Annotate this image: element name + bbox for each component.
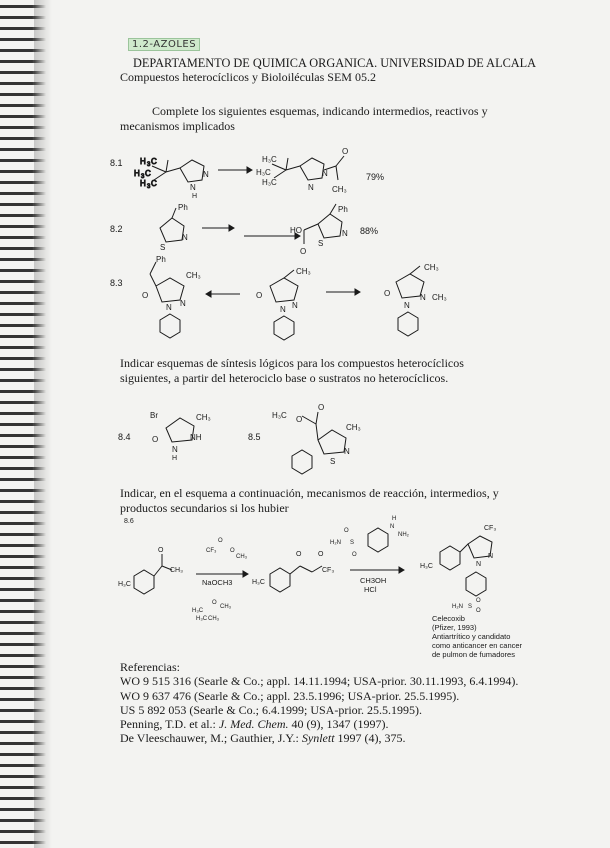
reference-5-rest: 1997 (4), 375. bbox=[337, 731, 406, 745]
svg-text:H₃C: H₃C bbox=[252, 579, 265, 586]
svg-text:H₃C: H₃C bbox=[262, 178, 277, 187]
svg-text:CH₃: CH₃ bbox=[208, 616, 220, 622]
svg-text:O: O bbox=[218, 538, 223, 544]
reference-4 bbox=[120, 717, 389, 732]
svg-text:CH₃: CH₃ bbox=[186, 271, 201, 280]
svg-text:O: O bbox=[152, 435, 159, 444]
department-heading: DEPARTAMENTO DE QUIMICA ORGANICA. UNIVERSIDAD DE ALCALA bbox=[133, 56, 537, 70]
svg-text:HO: HO bbox=[290, 226, 302, 235]
svg-text:N: N bbox=[344, 447, 350, 456]
svg-text:N: N bbox=[476, 561, 482, 568]
svg-text:O: O bbox=[296, 415, 303, 424]
svg-text:CH₃: CH₃ bbox=[170, 567, 183, 574]
svg-text:N: N bbox=[390, 524, 395, 530]
label-8-6: 8.6 bbox=[124, 518, 134, 525]
svg-text:N: N bbox=[342, 229, 348, 238]
instructions-3: Indicar, en el esquema a continuación, mecanismos de reacción, intermedios, y productos secundarios si los hubier bbox=[120, 486, 499, 515]
svg-text:CH₃: CH₃ bbox=[424, 263, 439, 272]
svg-text:H: H bbox=[392, 516, 397, 522]
celecoxib-desc-1: Antiartrítico y candidato bbox=[432, 632, 511, 641]
celecoxib-name: Celecoxib bbox=[432, 614, 465, 623]
reference-2: WO 9 637 476 (Searle & Co.; appl. 23.5.1996; USA-prior. 25.5.1995). bbox=[120, 689, 460, 703]
svg-text:H: H bbox=[172, 455, 178, 462]
svg-text:CH₃: CH₃ bbox=[196, 413, 211, 422]
svg-text:CF₃: CF₃ bbox=[484, 525, 497, 532]
svg-text:CH₃: CH₃ bbox=[346, 423, 361, 432]
celecoxib-desc-3: de pulmon de fumadores bbox=[432, 650, 515, 659]
svg-text:N: N bbox=[172, 445, 178, 454]
svg-text:N: N bbox=[322, 169, 328, 178]
svg-text:S: S bbox=[318, 239, 324, 248]
svg-text:O: O bbox=[256, 291, 263, 300]
svg-text:H: H bbox=[140, 179, 146, 188]
svg-text:N: N bbox=[182, 233, 188, 242]
reference-1: WO 9 515 316 (Searle & Co.; appl. 14.11.1994; USA-prior. 30.11.1993, 6.4.1994). bbox=[120, 674, 519, 688]
yield-8-1: 79% bbox=[366, 172, 385, 182]
svg-text:O: O bbox=[158, 547, 164, 554]
svg-text:CF₃: CF₃ bbox=[322, 567, 335, 574]
svg-text:Ph: Ph bbox=[338, 205, 348, 214]
svg-text:H₃C: H₃C bbox=[420, 563, 433, 570]
svg-text:H₃C: H₃C bbox=[262, 155, 277, 164]
structure-8-1-reactant bbox=[152, 160, 204, 182]
svg-text:N: N bbox=[420, 293, 426, 302]
svg-text:N: N bbox=[280, 305, 286, 314]
svg-text:N: N bbox=[488, 553, 494, 560]
svg-text:H₂N: H₂N bbox=[452, 604, 463, 610]
svg-text:N: N bbox=[190, 183, 196, 192]
svg-text:NH₂: NH₂ bbox=[398, 532, 409, 538]
svg-text:Ph: Ph bbox=[156, 255, 166, 264]
svg-text:N: N bbox=[404, 301, 410, 310]
label-8-2: 8.2 bbox=[110, 224, 123, 234]
reagent-naoch3: NaOCH3 bbox=[202, 578, 233, 587]
svg-text:NH: NH bbox=[190, 433, 202, 442]
svg-text:3: 3 bbox=[147, 162, 151, 168]
svg-text:CH₃: CH₃ bbox=[296, 267, 311, 276]
svg-text:O: O bbox=[352, 552, 357, 558]
svg-text:N: N bbox=[180, 299, 186, 308]
reference-5 bbox=[120, 731, 406, 746]
svg-text:H₃C: H₃C bbox=[118, 581, 131, 588]
svg-text:S: S bbox=[468, 604, 473, 610]
svg-text:O: O bbox=[318, 551, 324, 558]
label-8-1: 8.1 bbox=[110, 158, 123, 168]
reference-3: US 5 892 053 (Searle & Co.; 6.4.1999; USA-prior. 25.5.1995). bbox=[120, 703, 422, 717]
celecoxib-desc-2: como anticancer en cancer bbox=[432, 641, 523, 650]
svg-text:H₃C: H₃C bbox=[196, 616, 208, 622]
svg-text:CF₃: CF₃ bbox=[206, 548, 217, 554]
svg-text:S: S bbox=[350, 540, 355, 546]
svg-text:O: O bbox=[296, 551, 302, 558]
svg-text:3: 3 bbox=[147, 184, 151, 190]
svg-text:O: O bbox=[300, 247, 307, 256]
svg-text:O: O bbox=[476, 598, 481, 604]
svg-text:N: N bbox=[292, 301, 298, 310]
svg-text:C: C bbox=[151, 157, 157, 166]
topic-tag: 1.2-AZOLES bbox=[128, 38, 200, 51]
svg-text:Ph: Ph bbox=[178, 203, 188, 212]
svg-text:O: O bbox=[384, 289, 391, 298]
reference-4-journal: J. Med. Chem. bbox=[218, 717, 289, 731]
svg-text:N: N bbox=[203, 170, 209, 179]
label-8-5: 8.5 bbox=[248, 432, 261, 442]
svg-text:CH₃: CH₃ bbox=[236, 554, 248, 560]
label-8-3: 8.3 bbox=[110, 278, 123, 288]
celecoxib-caption bbox=[432, 614, 522, 659]
svg-text:O: O bbox=[344, 528, 349, 534]
svg-text:H: H bbox=[140, 157, 146, 166]
reference-5-journal: Synlett bbox=[301, 731, 335, 745]
instructions-1: Complete los siguientes esquemas, indicando intermedios, reactivos y mecanismos implicados bbox=[120, 104, 488, 133]
svg-text:H₃C: H₃C bbox=[256, 168, 271, 177]
svg-text:H₂N: H₂N bbox=[330, 540, 341, 546]
svg-text:H: H bbox=[134, 169, 140, 178]
course-heading: Compuestos heterocíclicos y Bioloiléculas SEM 05.2 bbox=[120, 70, 376, 84]
svg-text:CH₃: CH₃ bbox=[220, 604, 232, 610]
svg-text:CH₃: CH₃ bbox=[332, 185, 347, 194]
label-8-4: 8.4 bbox=[118, 432, 131, 442]
references-title: Referencias: bbox=[120, 660, 180, 674]
svg-text:N: N bbox=[166, 303, 172, 312]
svg-text:H₃C: H₃C bbox=[272, 411, 287, 420]
svg-text:C: C bbox=[145, 169, 151, 178]
reference-5-authors: De Vleeschauwer, M.; Gauthier, J.Y.: bbox=[120, 731, 299, 745]
reagent-ch3oh: CH3OH bbox=[360, 576, 387, 585]
svg-text:S: S bbox=[160, 243, 166, 252]
svg-text:O: O bbox=[212, 600, 217, 606]
svg-text:3: 3 bbox=[141, 174, 145, 180]
yield-8-2: 88% bbox=[360, 226, 379, 236]
instructions-2: Indicar esquemas de síntesis lógicos para los compuestos heterocíclicos siguientes, a partir del heterociclo base o sustratos no heterocíclicos. bbox=[120, 356, 464, 385]
svg-text:C: C bbox=[151, 179, 157, 188]
svg-text:O: O bbox=[142, 291, 149, 300]
svg-text:O: O bbox=[230, 548, 235, 554]
svg-text:H₃C: H₃C bbox=[192, 608, 204, 614]
reference-4-authors: Penning, T.D. et al.: bbox=[120, 717, 216, 731]
reference-4-rest: 40 (9), 1347 (1997). bbox=[291, 717, 389, 731]
svg-text:O: O bbox=[318, 403, 325, 412]
svg-text:O: O bbox=[342, 147, 349, 156]
svg-text:CH₃: CH₃ bbox=[432, 293, 447, 302]
svg-text:S: S bbox=[330, 457, 336, 466]
svg-text:H: H bbox=[192, 193, 198, 200]
svg-text:O: O bbox=[476, 608, 481, 614]
celecoxib-origin: (Pfizer, 1993) bbox=[432, 623, 477, 632]
svg-text:Br: Br bbox=[150, 411, 158, 420]
svg-text:N: N bbox=[308, 183, 314, 192]
reagent-hcl: HCl bbox=[364, 585, 377, 594]
